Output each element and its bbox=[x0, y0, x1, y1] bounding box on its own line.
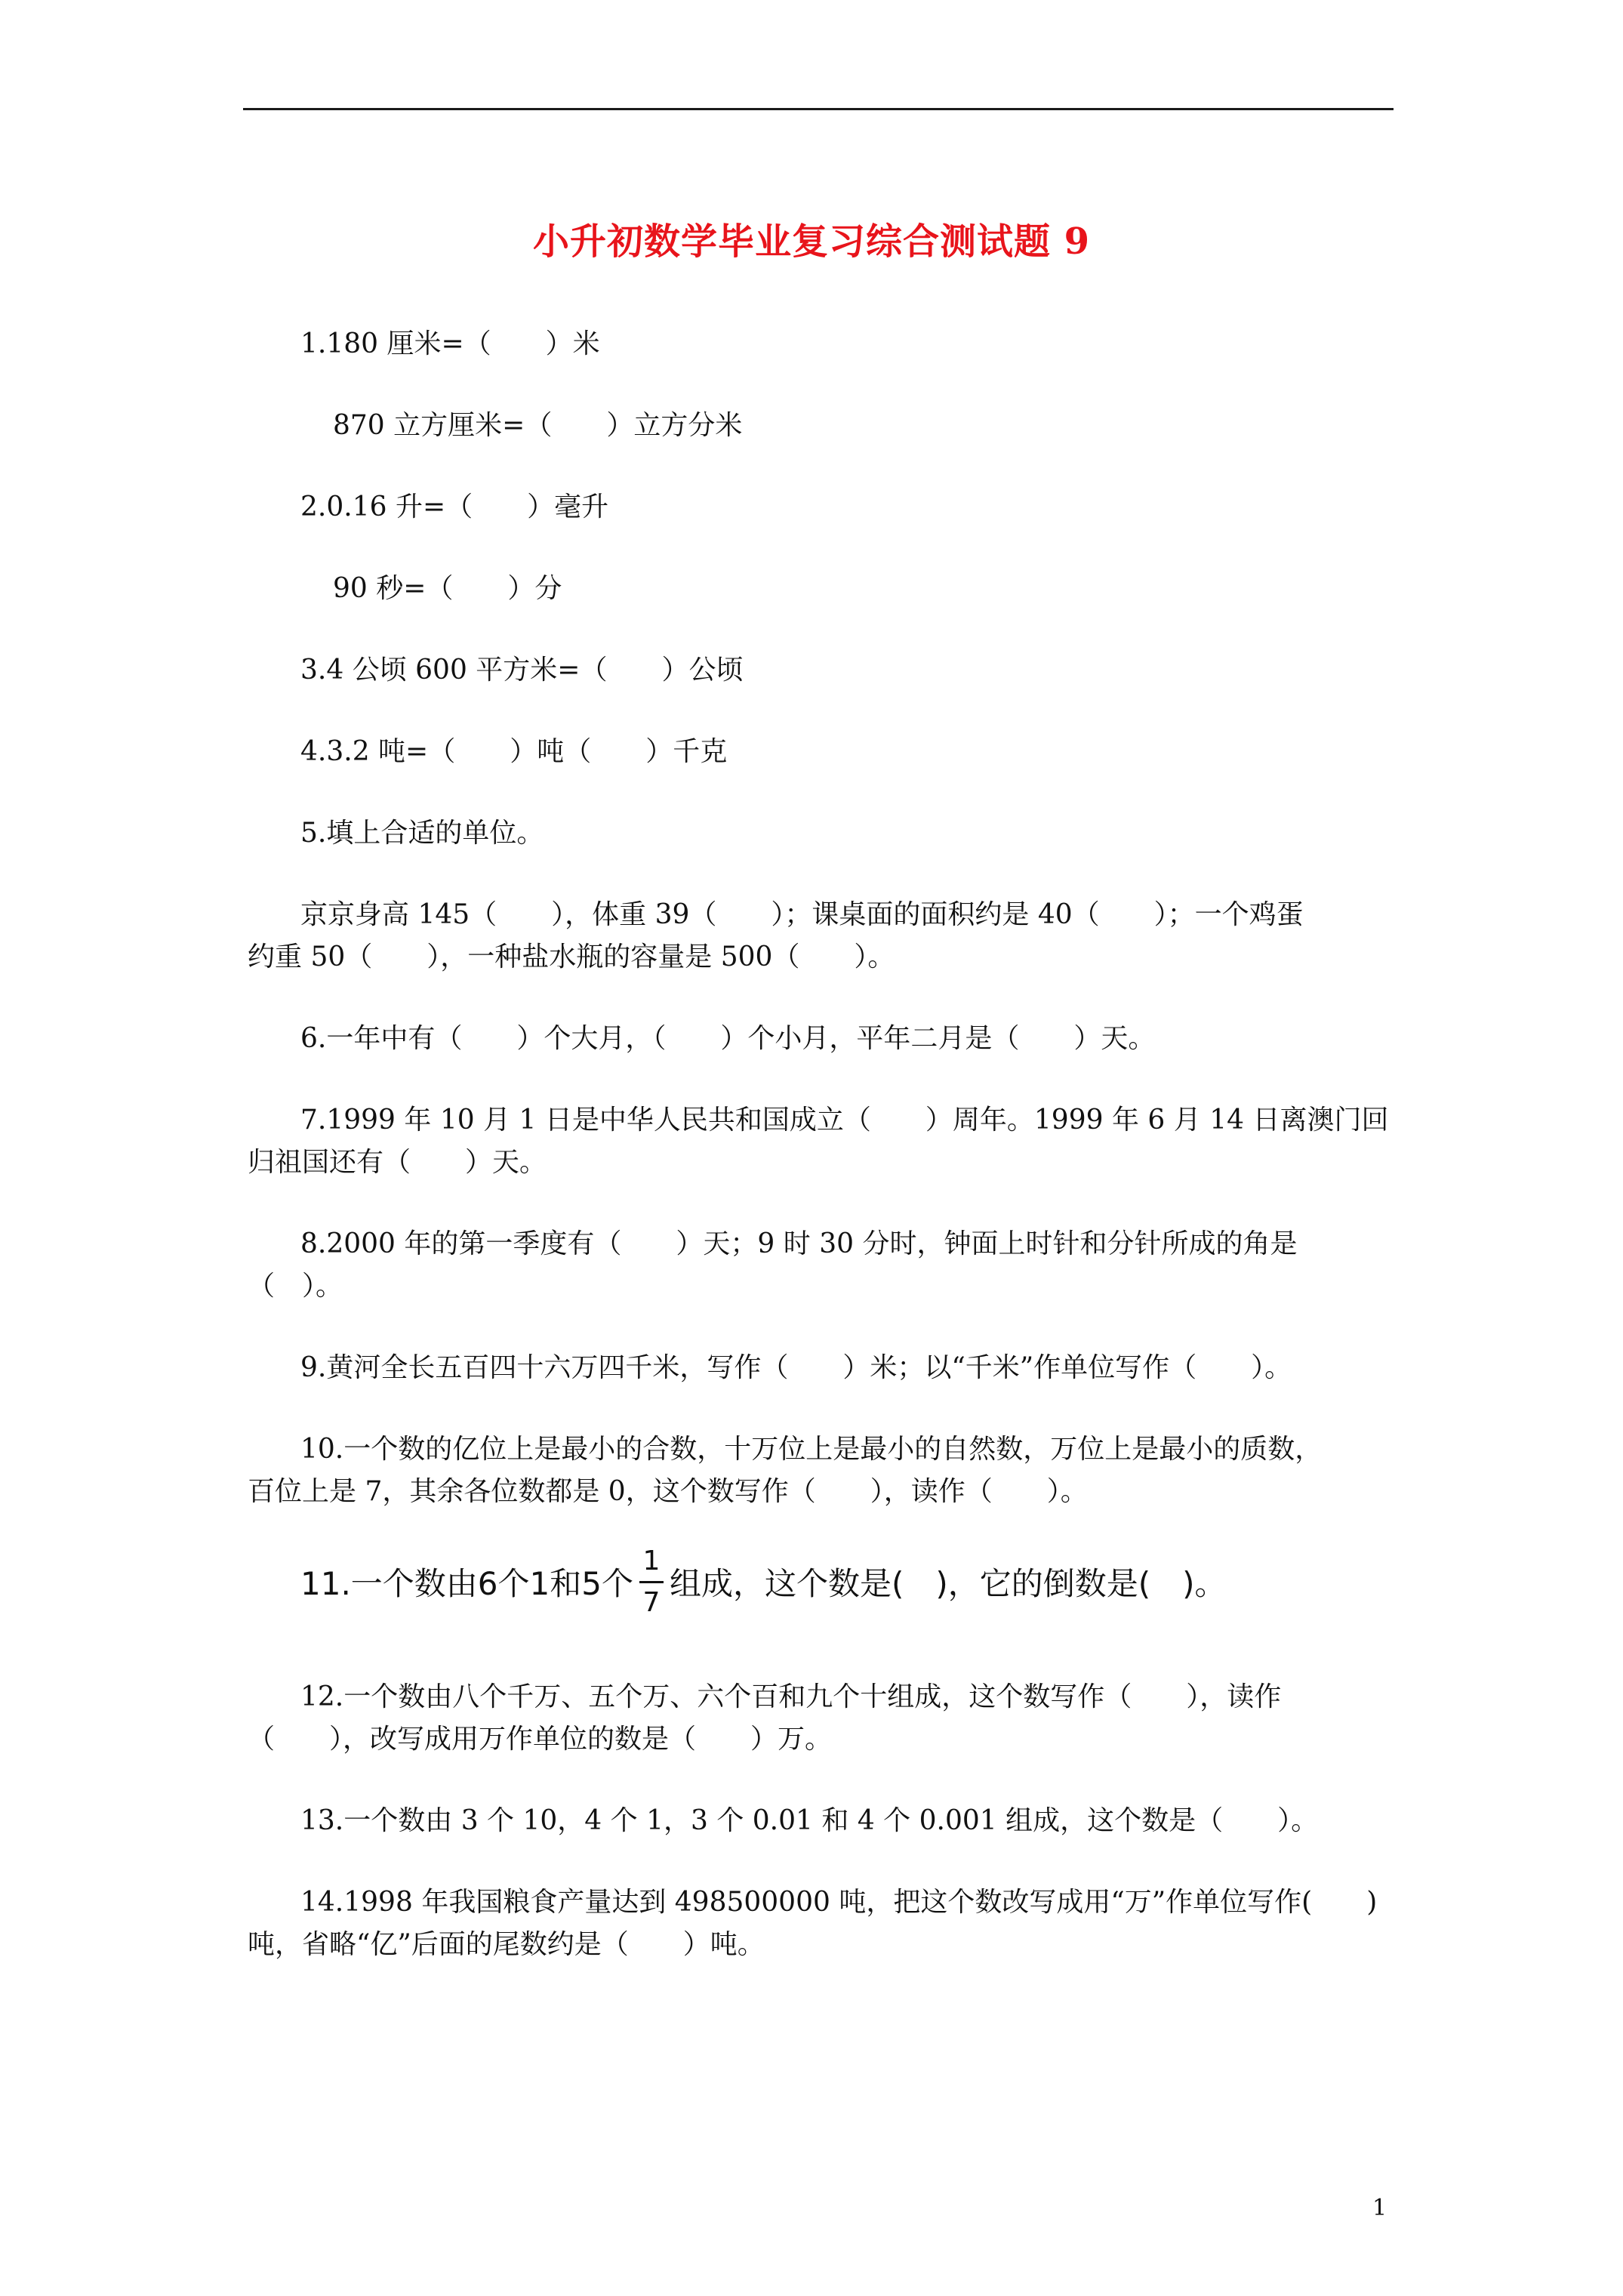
page-number: 1 bbox=[1372, 2195, 1387, 2221]
question-11-text-before: 11.一个数由6个1和5个 bbox=[300, 1565, 633, 1602]
question-7-line-1: 7.1999 年 10 月 1 日是中华人民共和国成立（ ）周年。1999 年 6 月 14 日离澳门回 bbox=[300, 1105, 1389, 1136]
fraction-numerator: 1 bbox=[642, 1545, 661, 1576]
question-6: 6.一年中有（ ）个大月，（ ）个小月，平年二月是（ ）天。 bbox=[300, 1023, 1156, 1054]
question-10-line-2: 百位上是 7，其余各位数都是 0，这个数写作（ ），读作（ ）。 bbox=[248, 1476, 1088, 1507]
question-5-title: 5.填上合适的单位。 bbox=[300, 818, 544, 849]
question-5-line-1: 京京身高 145（ ），体重 39（ ）；课桌面的面积约是 40（ ）；一个鸡蛋 bbox=[300, 899, 1304, 930]
question-14-line-1: 14.1998 年我国粮食产量达到 498500000 吨，把这个数改写成用“万”作单位写作( ) bbox=[300, 1887, 1378, 1918]
question-13: 13.一个数由 3 个 10，4 个 1，3 个 0.01 和 4 个 0.001 组成，这个数是（ ）。 bbox=[300, 1805, 1319, 1836]
question-4: 4.3.2 吨=（ ）吨（ ）千克 bbox=[300, 736, 728, 767]
fraction-one-seventh bbox=[639, 1546, 664, 1618]
question-3: 3.4 公顷 600 平方米=（ ）公顷 bbox=[300, 655, 744, 686]
question-9: 9.黄河全长五百四十六万四千米，写作（ ）米；以“千米”作单位写作（ ）。 bbox=[300, 1352, 1292, 1383]
question-8-line-2: （ ）。 bbox=[248, 1271, 343, 1302]
question-2-line-a: 2.0.16 升=（ ）毫升 bbox=[300, 492, 609, 522]
fraction-bar bbox=[639, 1581, 664, 1583]
question-10-line-1: 10.一个数的亿位上是最小的合数，十万位上是最小的自然数，万位上是最小的质数， bbox=[300, 1434, 1323, 1465]
fraction-denominator: 7 bbox=[642, 1586, 661, 1618]
question-12-line-2: （ ），改写成用万作单位的数是（ ）万。 bbox=[248, 1724, 833, 1755]
question-5-line-2: 约重 50（ ），一种盐水瓶的容量是 500（ ）。 bbox=[248, 942, 895, 972]
question-2-line-b: 90 秒=（ ）分 bbox=[333, 573, 562, 604]
question-11-text-after: 组成，这个数是( )，它的倒数是( )。 bbox=[669, 1565, 1227, 1602]
question-7-line-2: 归祖国还有（ ）天。 bbox=[248, 1147, 547, 1178]
question-11 bbox=[300, 1533, 1227, 1631]
question-14-line-2: 吨，省略“亿”后面的尾数约是（ ）吨。 bbox=[248, 1929, 765, 1960]
document-title: 小升初数学毕业复习综合测试题 9 bbox=[532, 220, 1091, 263]
header-rule bbox=[243, 108, 1394, 110]
question-8-line-1: 8.2000 年的第一季度有（ ）天；9 时 30 分时，钟面上时针和分针所成的角是 bbox=[300, 1228, 1298, 1259]
question-1-line-b: 870 立方厘米=（ ）立方分米 bbox=[333, 410, 743, 441]
question-12-line-1: 12.一个数由八个千万、五个万、六个百和九个十组成，这个数写作（ ），读作 bbox=[300, 1681, 1282, 1712]
question-1-line-a: 1.180 厘米=（ ）米 bbox=[300, 328, 600, 359]
